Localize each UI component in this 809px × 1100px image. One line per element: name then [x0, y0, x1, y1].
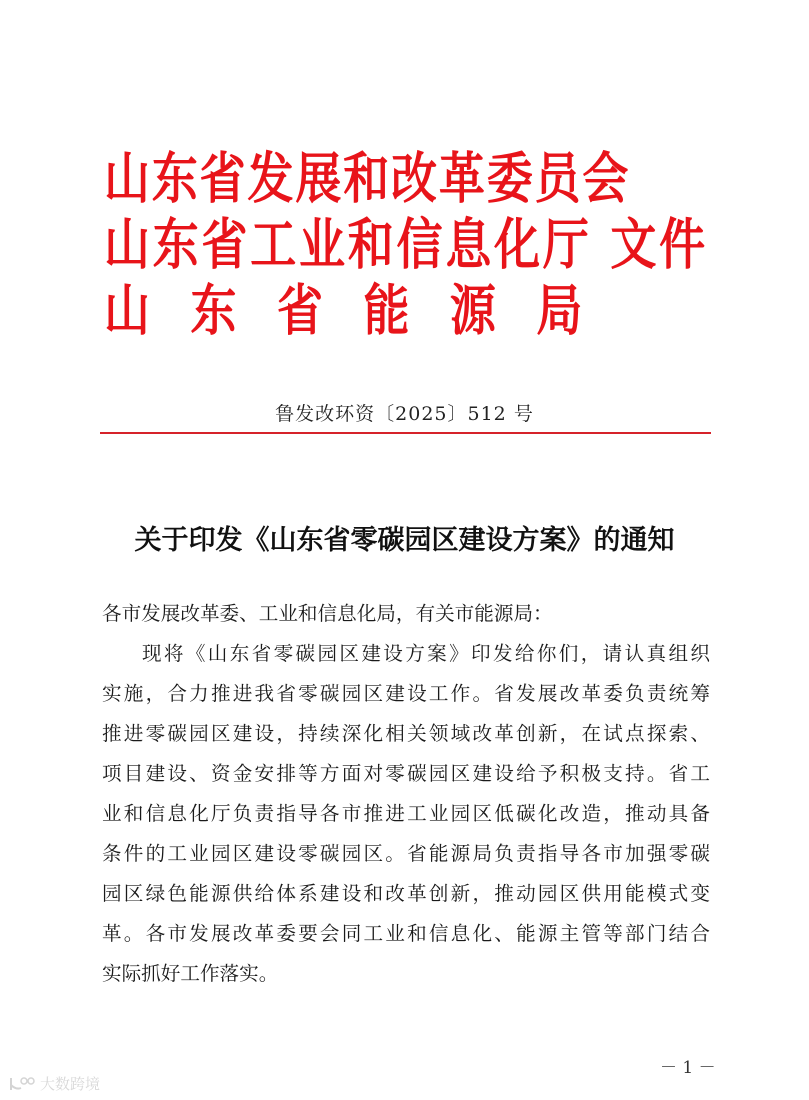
issuer-energy-char: 山 — [104, 278, 150, 343]
issuer-miit-file: 山东省工业和信息化厅 文件 — [104, 212, 708, 277]
issuer-energy-bureau — [104, 280, 623, 342]
document-number: 鲁发改环资〔2025〕512 号 — [275, 403, 534, 425]
red-divider-rule — [100, 432, 711, 434]
document-title: 关于印发《山东省零碳园区建设方案》的通知 — [134, 525, 675, 556]
page-number: － 1 － — [660, 1058, 716, 1078]
issuer-ndrc: 山东省发展和改革委员会 — [104, 146, 631, 211]
body-line: 项目建设、资金安排等方面对零碳园区建设给予积极支持。省工 — [102, 762, 710, 785]
body-line: 园区绿色能源供给体系建设和改革创新，推动园区供用能模式变 — [102, 882, 710, 905]
salutation: 各市发展改革委、工业和信息化局，有关市能源局： — [102, 602, 553, 625]
issuer-energy-char: 源 — [449, 278, 496, 343]
brand-logo-icon — [8, 1076, 36, 1092]
body-line: 条件的工业园区建设零碳园区。省能源局负责指导各市加强零碳 — [102, 842, 710, 865]
issuer-energy-char: 省 — [276, 278, 323, 343]
body-line: 业和信息化厅负责指导各市推进工业园区低碳化改造，推动具备 — [102, 802, 710, 825]
issuer-energy-char: 东 — [190, 278, 237, 343]
body-line: 革。各市发展改革委要会同工业和信息化、能源主管等部门结合 — [102, 922, 710, 945]
body-line: 推进零碳园区建设，持续深化相关领域改革创新，在试点探索、 — [102, 722, 710, 745]
issuer-energy-char: 局 — [536, 278, 583, 343]
body-line: 实际抓好工作落实。 — [102, 962, 279, 985]
watermark-text: 大数跨境 — [40, 1075, 101, 1093]
document-body — [102, 594, 710, 994]
body-line: 实施，合力推进我省零碳园区建设工作。省发展改革委负责统筹 — [102, 682, 710, 705]
body-line: 现将《山东省零碳园区建设方案》印发给你们，请认真组织 — [142, 642, 710, 665]
issuer-energy-char: 能 — [363, 278, 410, 343]
watermark — [8, 1073, 100, 1094]
